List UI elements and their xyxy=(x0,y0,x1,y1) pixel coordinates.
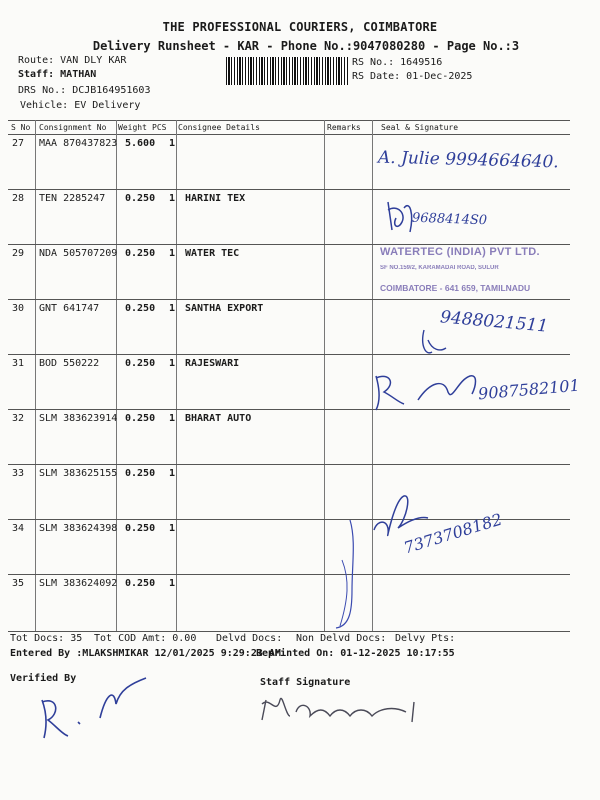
header-pcs: PCS xyxy=(152,123,167,132)
header-remarks: Remarks xyxy=(327,123,361,132)
tot-docs: Tot Docs: 35 xyxy=(10,633,83,644)
row-divider xyxy=(8,574,570,575)
stamp-line-1: WATERTEC (INDIA) PVT LTD. xyxy=(380,246,540,258)
cell-weight: 5.600 xyxy=(125,138,156,149)
header-weight: Weight xyxy=(118,123,147,132)
staff-line xyxy=(18,69,96,80)
delivered-docs: Delvd Docs: xyxy=(216,633,283,644)
cell-sno: 28 xyxy=(12,193,25,204)
delivery-points: Delvy Pts: xyxy=(395,633,456,644)
row-divider xyxy=(8,409,570,410)
header-consignee: Consignee Details xyxy=(178,123,260,132)
cell-sno: 30 xyxy=(12,303,25,314)
route-label: Route: xyxy=(18,55,55,66)
row-divider xyxy=(8,354,570,355)
vehicle-label: Vehicle: xyxy=(20,100,69,111)
vehicle-line xyxy=(20,100,140,111)
cell-consignee: WATER TEC xyxy=(185,248,240,259)
rs-date: RS Date: 01-Dec-2025 xyxy=(352,71,473,82)
entered-by: Entered By :MLAKSHMIKAR 12/01/2025 9:29:23 AM xyxy=(10,648,281,659)
cell-weight: 0.250 xyxy=(125,248,156,259)
barcode xyxy=(226,57,348,85)
row-divider xyxy=(8,464,570,465)
cell-weight: 0.250 xyxy=(125,523,156,534)
col-divider xyxy=(35,120,36,632)
col-divider xyxy=(116,120,117,632)
cell-consignee: RAJESWARI xyxy=(185,358,240,369)
cell-weight: 0.250 xyxy=(125,303,156,314)
cell-sno: 34 xyxy=(12,523,25,534)
row34-phone: 7373708182 xyxy=(401,509,505,558)
cell-weight: 0.250 xyxy=(125,578,156,589)
tot-cod-amount: Tot COD Amt: 0.00 xyxy=(94,633,197,644)
table-top-border xyxy=(8,120,570,121)
company-title: THE PROFESSIONAL COURIERS, COIMBATORE xyxy=(162,20,438,34)
cell-sno: 31 xyxy=(12,358,25,369)
cell-pcs: 1 xyxy=(169,468,176,479)
delivery-table xyxy=(8,120,570,632)
cell-pcs: 1 xyxy=(169,138,176,149)
cell-pcs: 1 xyxy=(169,303,176,314)
drs-label: DRS No.: xyxy=(18,85,67,96)
cell-consignment: BOD 550222 xyxy=(39,358,100,369)
row31-phone: 9087582101 xyxy=(477,375,581,404)
cell-consignee: SANTHA EXPORT xyxy=(185,303,264,314)
cell-pcs: 1 xyxy=(169,248,176,259)
route-value: VAN DLY KAR xyxy=(60,55,127,66)
col-divider xyxy=(176,120,177,632)
header-seal: Seal & Signature xyxy=(381,123,459,132)
cell-consignment: MAA 870437823 xyxy=(39,138,118,149)
stamp-line-2: SF NO.159/2, KARAMADAI ROAD, SULUR xyxy=(380,265,499,271)
cell-consignment: SLM 383624092 xyxy=(39,578,118,589)
col-divider xyxy=(324,120,325,632)
cell-pcs: 1 xyxy=(169,358,176,369)
cell-weight: 0.250 xyxy=(125,193,156,204)
non-delivered-docs: Non Delvd Docs: xyxy=(296,633,387,644)
vehicle-value: EV Delivery xyxy=(74,100,141,111)
cell-consignment: SLM 383623914 xyxy=(39,413,118,424)
reprinted-on: Reprinted On: 01-12-2025 10:17:55 xyxy=(256,648,455,659)
company-stamp xyxy=(378,246,558,306)
rs-number: RS No.: 1649516 xyxy=(352,57,443,68)
row27-signature: A. Julie 9994664640. xyxy=(377,147,559,173)
row-divider xyxy=(8,189,570,190)
header-bottom-border xyxy=(8,134,570,135)
cell-weight: 0.250 xyxy=(125,358,156,369)
header-consignment: Consignment No xyxy=(39,123,107,132)
header-sno: S No xyxy=(11,123,31,132)
cell-pcs: 1 xyxy=(169,413,176,424)
cell-sno: 32 xyxy=(12,413,25,424)
cell-consignment: TEN 2285247 xyxy=(39,193,106,204)
cell-weight: 0.250 xyxy=(125,468,156,479)
drs-line xyxy=(18,85,150,96)
cell-sno: 33 xyxy=(12,468,25,479)
cell-consignment: SLM 383625155 xyxy=(39,468,118,479)
staff-label: Staff: xyxy=(18,69,55,80)
row-divider xyxy=(8,244,570,245)
verified-by-label: Verified By xyxy=(10,673,77,684)
col-divider xyxy=(372,120,373,632)
staff-signature-label: Staff Signature xyxy=(260,677,351,688)
cell-sno: 29 xyxy=(12,248,25,259)
row30-phone: 9488021511 xyxy=(439,307,549,337)
cell-consignment: NDA 505707209 xyxy=(39,248,118,259)
cell-pcs: 1 xyxy=(169,193,176,204)
cell-consignee: HARINI TEX xyxy=(185,193,246,204)
cell-consignment: GNT 641747 xyxy=(39,303,100,314)
cell-consignee: BHARAT AUTO xyxy=(185,413,252,424)
cell-pcs: 1 xyxy=(169,523,176,534)
cell-sno: 27 xyxy=(12,138,25,149)
cell-weight: 0.250 xyxy=(125,413,156,424)
stamp-line-3: COIMBATORE - 641 659, TAMILNADU xyxy=(380,283,531,293)
runsheet-subtitle: Delivery Runsheet - KAR - Phone No.:9047080280 - Page No.:3 xyxy=(92,39,520,53)
cell-pcs: 1 xyxy=(169,578,176,589)
drs-value: DCJB164951603 xyxy=(72,85,151,96)
row28-phone: 9688414S0 xyxy=(411,210,488,229)
cell-sno: 35 xyxy=(12,578,25,589)
route-line xyxy=(18,55,126,66)
table-bottom-border xyxy=(8,631,570,632)
staff-value: MATHAN xyxy=(60,69,97,80)
cell-consignment: SLM 383624398 xyxy=(39,523,118,534)
